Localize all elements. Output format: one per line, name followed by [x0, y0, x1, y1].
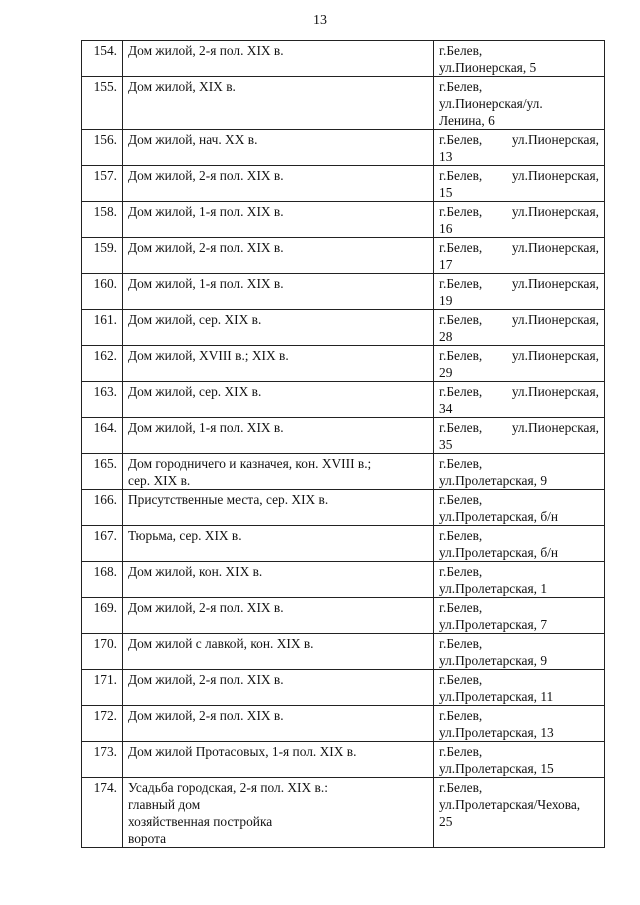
- address-cell: [434, 670, 605, 706]
- object-name-line: Дом жилой, 2-я пол. XIX в.: [128, 708, 284, 723]
- row-number: 164.: [82, 418, 123, 454]
- address-line: г.Белев, ул.Пионерская,: [439, 276, 599, 291]
- address-line: г.Белев,: [439, 636, 483, 651]
- object-name-line: Присутственные места, сер. XIX в.: [128, 492, 329, 507]
- address-line: 16: [439, 221, 453, 236]
- address-line: ул.Пролетарская, 9: [439, 653, 548, 668]
- row-number: 168.: [82, 562, 123, 598]
- object-name-line: Дом жилой, XVIII в.; XIX в.: [128, 348, 289, 363]
- row-number: 158.: [82, 202, 123, 238]
- object-name-line: Дом жилой, 2-я пол. XIX в.: [128, 240, 284, 255]
- row-number: 161.: [82, 310, 123, 346]
- address-line: г.Белев, ул.Пионерская,: [439, 204, 599, 219]
- object-name-cell: [123, 130, 434, 166]
- object-name-line: сер. XIX в.: [128, 473, 191, 488]
- address-cell: [434, 706, 605, 742]
- object-name-line: хозяйственная постройка: [128, 814, 273, 829]
- address-line: г.Белев,: [439, 79, 483, 94]
- address-line: ул.Пионерская, 5: [439, 60, 537, 75]
- row-number: 170.: [82, 634, 123, 670]
- address-line: ул.Пролетарская, 15: [439, 761, 554, 776]
- object-name-line: Дом жилой Протасовых, 1-я пол. XIX в.: [128, 744, 357, 759]
- table-body: [82, 41, 605, 848]
- table-row: [82, 418, 605, 454]
- address-line: ул.Пионерская/ул.: [439, 96, 543, 111]
- row-number: 165.: [82, 454, 123, 490]
- address-line: г.Белев,: [439, 708, 483, 723]
- address-line: ул.Пролетарская, б/н: [439, 545, 559, 560]
- object-name-cell: [123, 454, 434, 490]
- address-cell: [434, 202, 605, 238]
- address-cell: [434, 742, 605, 778]
- address-line: г.Белев, ул.Пионерская,: [439, 168, 599, 183]
- address-line: г.Белев,: [439, 456, 483, 471]
- address-cell: [434, 77, 605, 130]
- address-cell: [434, 634, 605, 670]
- object-name-cell: [123, 41, 434, 77]
- object-name-line: Дом жилой, 1-я пол. XIX в.: [128, 204, 284, 219]
- row-number: 173.: [82, 742, 123, 778]
- row-number: 162.: [82, 346, 123, 382]
- object-name-cell: [123, 598, 434, 634]
- object-name-line: Дом жилой с лавкой, кон. XIX в.: [128, 636, 314, 651]
- object-name-line: ворота: [128, 831, 167, 846]
- address-cell: [434, 310, 605, 346]
- table-row: [82, 598, 605, 634]
- address-cell: [434, 490, 605, 526]
- object-name-line: Дом жилой, 1-я пол. XIX в.: [128, 276, 284, 291]
- page-number: 13: [313, 13, 327, 28]
- address-cell: [434, 418, 605, 454]
- table-row: [82, 706, 605, 742]
- address-line: Ленина, 6: [439, 113, 495, 128]
- table-row: [82, 41, 605, 77]
- address-line: 29: [439, 365, 453, 380]
- address-line: г.Белев,: [439, 744, 483, 759]
- table-row: [82, 166, 605, 202]
- address-line: 34: [439, 401, 453, 416]
- row-number: 157.: [82, 166, 123, 202]
- table-row: [82, 346, 605, 382]
- row-number: 169.: [82, 598, 123, 634]
- object-name-cell: [123, 706, 434, 742]
- row-number: 163.: [82, 382, 123, 418]
- address-line: 35: [439, 437, 453, 452]
- address-line: г.Белев,: [439, 492, 483, 507]
- object-name-line: Дом жилой, кон. XIX в.: [128, 564, 263, 579]
- row-number: 154.: [82, 41, 123, 77]
- address-cell: [434, 238, 605, 274]
- address-cell: [434, 274, 605, 310]
- table-row: [82, 634, 605, 670]
- object-name-cell: [123, 202, 434, 238]
- table-row: [82, 77, 605, 130]
- address-line: ул.Пролетарская, б/н: [439, 509, 559, 524]
- row-number: 171.: [82, 670, 123, 706]
- row-number: 174.: [82, 778, 123, 848]
- object-name-cell: [123, 490, 434, 526]
- object-name-cell: [123, 166, 434, 202]
- address-cell: [434, 382, 605, 418]
- object-name-cell: [123, 742, 434, 778]
- address-cell: [434, 598, 605, 634]
- object-name-line: Дом жилой, 2-я пол. XIX в.: [128, 600, 284, 615]
- object-name-cell: [123, 238, 434, 274]
- row-number: 160.: [82, 274, 123, 310]
- address-line: г.Белев,: [439, 780, 483, 795]
- address-line: г.Белев, ул.Пионерская,: [439, 240, 599, 255]
- address-line: ул.Пролетарская, 9: [439, 473, 548, 488]
- object-name-line: Дом жилой, нач. XX в.: [128, 132, 258, 147]
- table-row: [82, 130, 605, 166]
- object-name-line: Дом жилой, 2-я пол. XIX в.: [128, 168, 284, 183]
- object-name-cell: [123, 77, 434, 130]
- address-line: г.Белев, ул.Пионерская,: [439, 348, 599, 363]
- object-name-cell: [123, 670, 434, 706]
- object-name-cell: [123, 310, 434, 346]
- table-row: [82, 562, 605, 598]
- object-name-cell: [123, 634, 434, 670]
- address-cell: [434, 778, 605, 848]
- heritage-objects-table: [81, 40, 605, 848]
- object-name-line: Дом жилой, сер. XIX в.: [128, 312, 262, 327]
- row-number: 156.: [82, 130, 123, 166]
- table-row: [82, 490, 605, 526]
- object-name-line: Дом жилой, сер. XIX в.: [128, 384, 262, 399]
- object-name-line: Дом жилой, 1-я пол. XIX в.: [128, 420, 284, 435]
- address-cell: [434, 166, 605, 202]
- table-row: [82, 778, 605, 848]
- table-row: [82, 742, 605, 778]
- address-cell: [434, 346, 605, 382]
- object-name-line: Дом жилой, XIX в.: [128, 79, 236, 94]
- table-row: [82, 670, 605, 706]
- row-number: 155.: [82, 77, 123, 130]
- table-row: [82, 382, 605, 418]
- address-line: 25: [439, 814, 453, 829]
- object-name-cell: [123, 562, 434, 598]
- address-cell: [434, 130, 605, 166]
- address-cell: [434, 41, 605, 77]
- table-row: [82, 274, 605, 310]
- object-name-line: Дом жилой, 2-я пол. XIX в.: [128, 43, 284, 58]
- address-line: 15: [439, 185, 453, 200]
- address-line: ул.Пролетарская, 7: [439, 617, 548, 632]
- object-name-cell: [123, 778, 434, 848]
- object-name-line: Дом жилой, 2-я пол. XIX в.: [128, 672, 284, 687]
- address-line: г.Белев,: [439, 528, 483, 543]
- object-name-cell: [123, 382, 434, 418]
- address-cell: [434, 526, 605, 562]
- address-line: г.Белев, ул.Пионерская,: [439, 312, 599, 327]
- address-line: 13: [439, 149, 453, 164]
- object-name-line: главный дом: [128, 797, 201, 812]
- object-name-cell: [123, 346, 434, 382]
- row-number: 172.: [82, 706, 123, 742]
- address-line: г.Белев, ул.Пионерская,: [439, 420, 599, 435]
- address-line: ул.Пролетарская, 1: [439, 581, 548, 596]
- object-name-cell: [123, 526, 434, 562]
- object-name-cell: [123, 418, 434, 454]
- address-line: г.Белев, ул.Пионерская,: [439, 132, 599, 147]
- address-line: г.Белев, ул.Пионерская,: [439, 384, 599, 399]
- table-row: [82, 202, 605, 238]
- address-line: г.Белев,: [439, 564, 483, 579]
- object-name-cell: [123, 274, 434, 310]
- address-cell: [434, 454, 605, 490]
- address-cell: [434, 562, 605, 598]
- address-line: г.Белев,: [439, 672, 483, 687]
- row-number: 166.: [82, 490, 123, 526]
- address-line: ул.Пролетарская, 11: [439, 689, 554, 704]
- object-name-line: Дом городничего и казначея, кон. XVIII в.;: [128, 456, 372, 471]
- object-name-line: Тюрьма, сер. XIX в.: [128, 528, 242, 543]
- address-line: ул.Пролетарская, 13: [439, 725, 554, 740]
- table-row: [82, 454, 605, 490]
- address-line: ул.Пролетарская/Чехова,: [439, 797, 581, 812]
- address-line: г.Белев,: [439, 43, 483, 58]
- address-line: 28: [439, 329, 453, 344]
- address-line: 17: [439, 257, 453, 272]
- address-line: г.Белев,: [439, 600, 483, 615]
- table-row: [82, 526, 605, 562]
- table-row: [82, 310, 605, 346]
- row-number: 167.: [82, 526, 123, 562]
- row-number: 159.: [82, 238, 123, 274]
- table-row: [82, 238, 605, 274]
- object-name-line: Усадьба городская, 2-я пол. XIX в.:: [128, 780, 328, 795]
- address-line: 19: [439, 293, 453, 308]
